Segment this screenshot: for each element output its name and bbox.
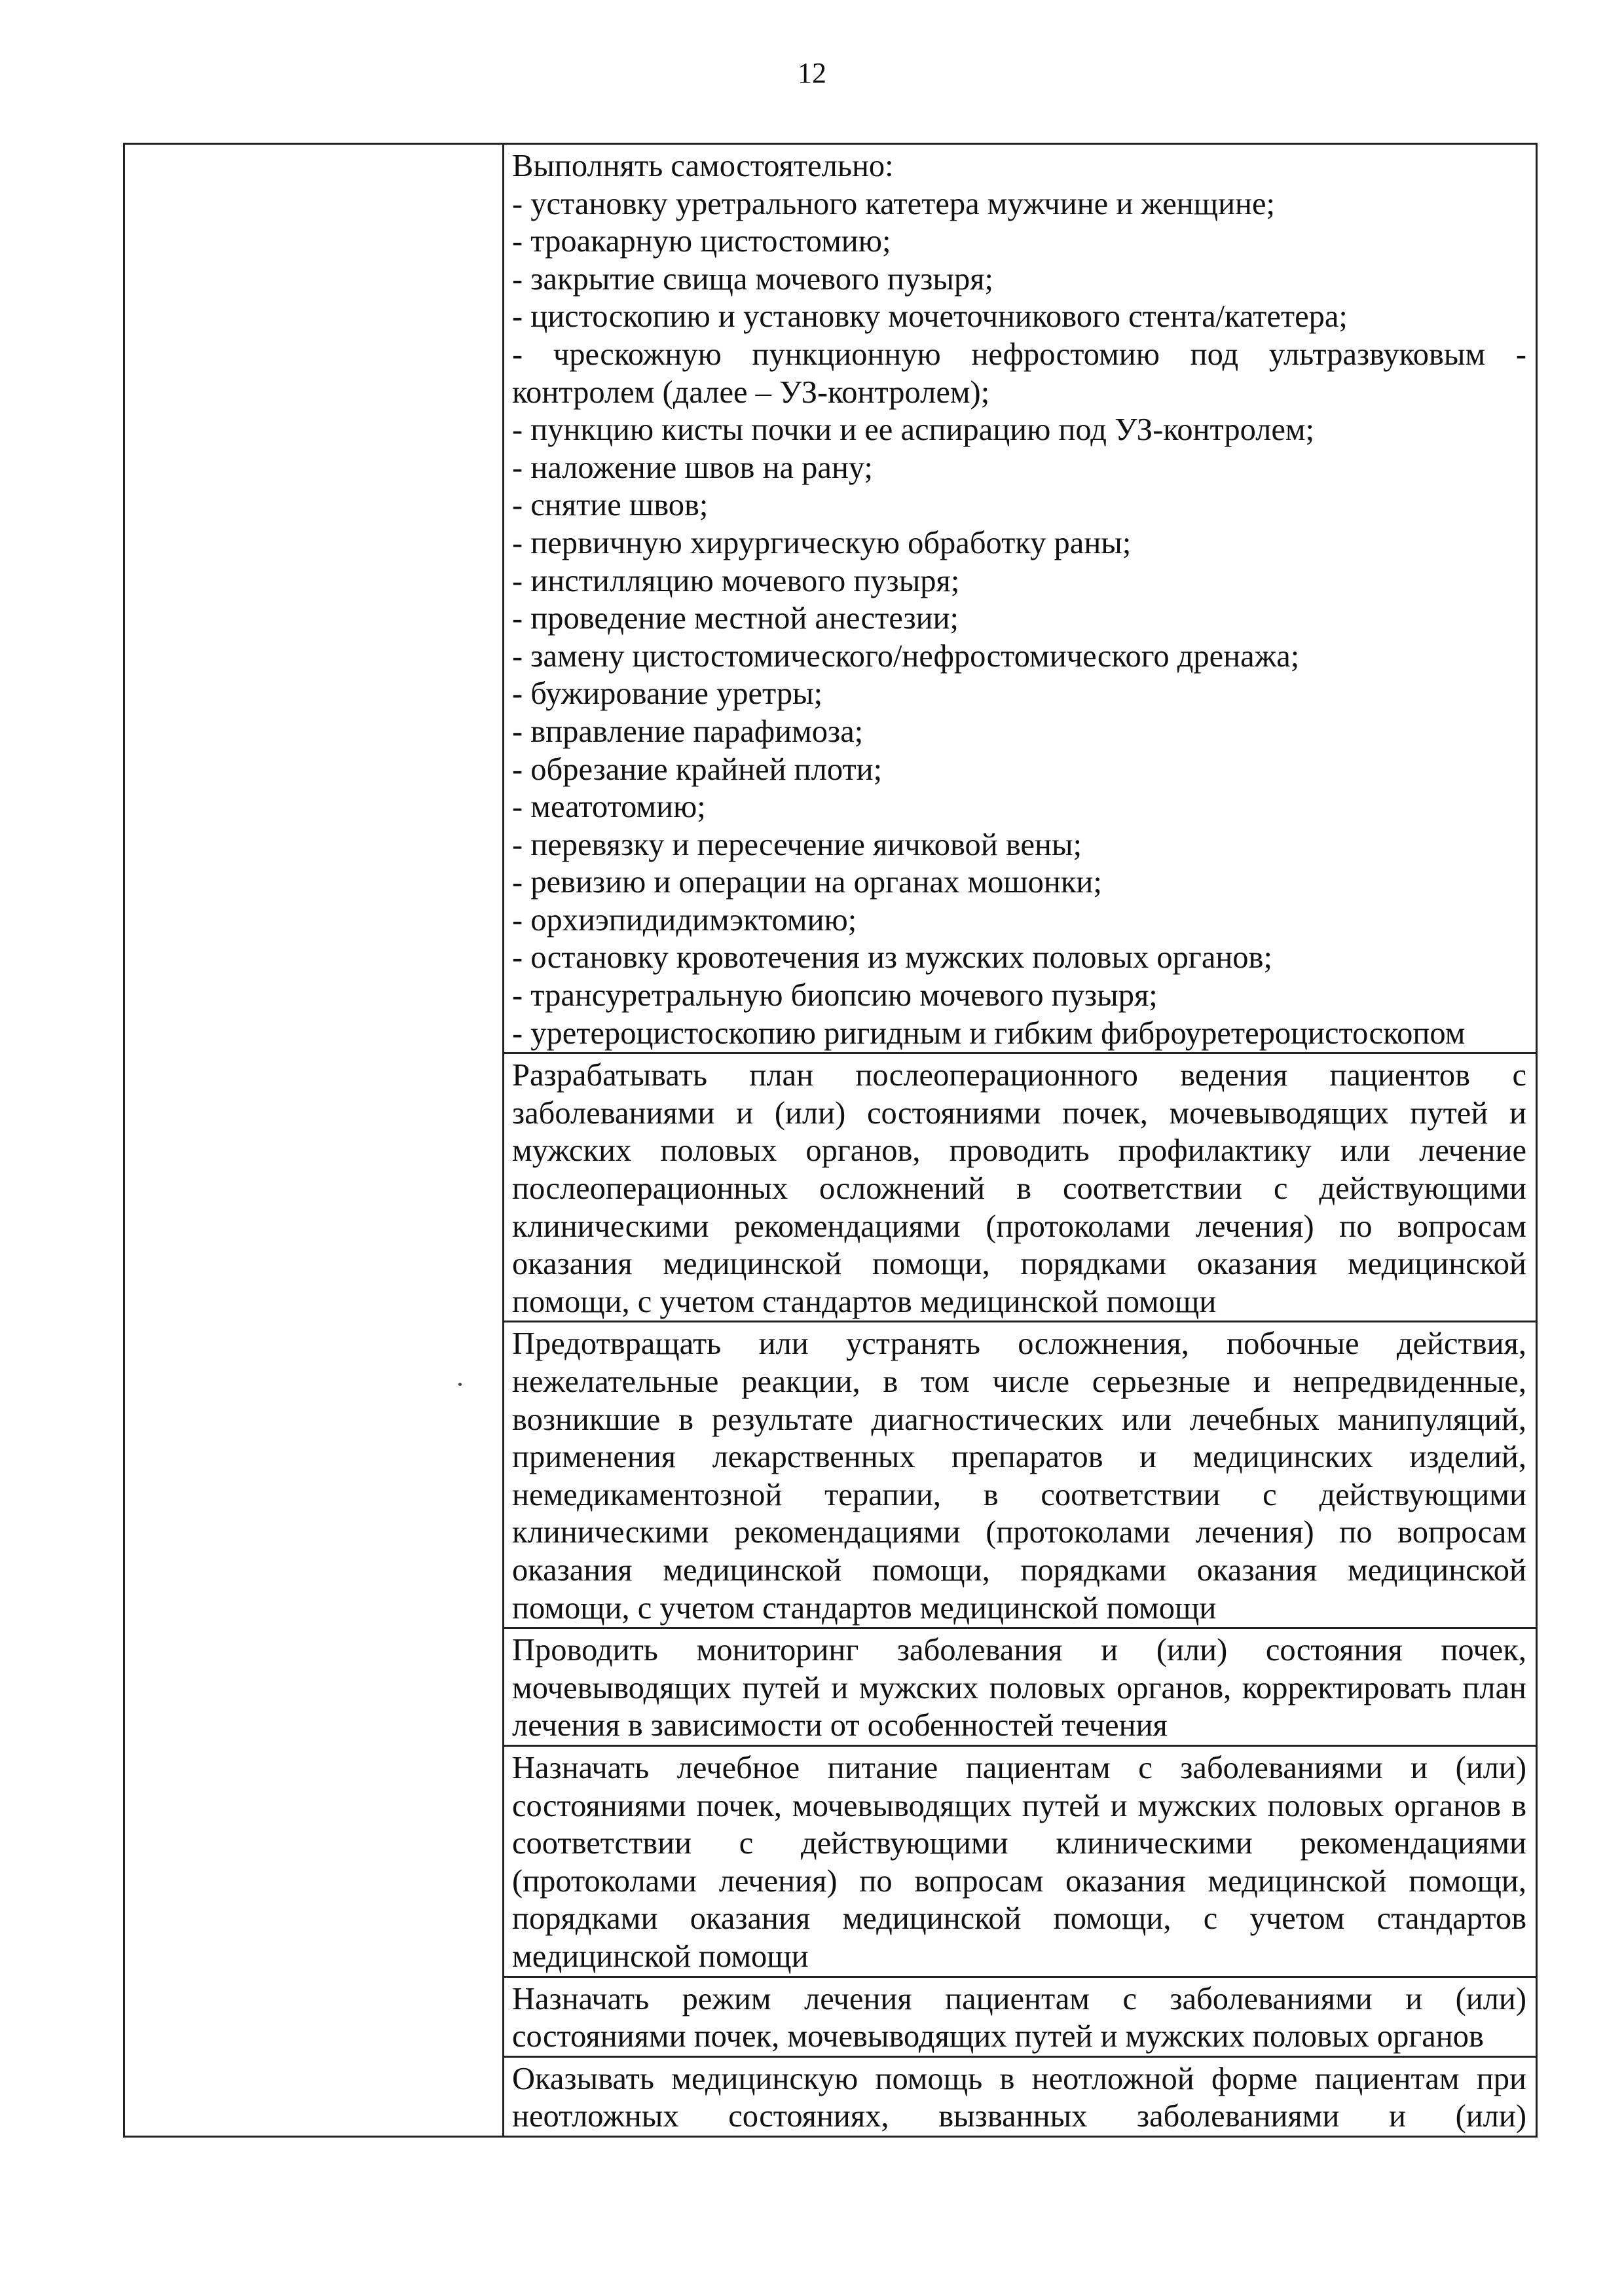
postoperative-plan-text: Разрабатывать план послеоперационного ведения пациентов с заболеваниями и (или) состояниями почек, мочевыводящих путей и мужских половых органов, проводить профилактику или лечение послеоперационных осложнений в соответствии с действующими клиническими рекомендациями (протоколами лечения) по вопросам оказания медицинской помощи, порядками оказания медицинской помощи, с учетом стандартов медицинской помощи — [512, 1058, 1526, 1319]
right-column-cell — [504, 2056, 1537, 2136]
list-item: - меатотомию; — [512, 790, 706, 825]
list-item: - орхиэпидидимэктомию; — [512, 902, 857, 938]
right-column-cell — [504, 144, 1537, 1053]
list-item: - наложение швов на рану; — [512, 450, 874, 485]
scan-speck — [458, 1383, 462, 1386]
list-item: - чрескожную пункционную нефростомию под ультразвуковым - — [512, 337, 1526, 372]
requirements-table — [123, 143, 1538, 2138]
left-column-cell — [124, 144, 504, 2137]
list-item: - снятие швов; — [512, 488, 709, 523]
right-column-cell — [504, 1745, 1537, 1977]
list-item: - троакарную цистостомию; — [512, 224, 891, 259]
list-item: - ревизию и операции на органах мошонки; — [512, 865, 1102, 900]
nutrition-text: Назначать лечебное питание пациентам с заболеваниями и (или) состояниями почек, мочевыводящих путей и мужских половых органов в соответствии с действующими клиническими рекомендациями (протоколами лечения) по вопросам оказания медицинской помощи, порядками оказания медицинской помощи, с учетом стандартов медицинской помощи — [512, 1750, 1526, 1974]
list-item: - вправление парафимоза; — [512, 714, 864, 749]
monitoring-text: Проводить мониторинг заболевания и (или) состояния почек, мочевыводящих путей и мужских половых органов, корректировать план лечения в зависимости от особенностей течения — [512, 1633, 1526, 1743]
list-item: - проведение местной анестезии; — [512, 601, 959, 636]
list-item: - инстилляцию мочевого пузыря; — [512, 563, 960, 598]
table-row — [124, 144, 1537, 1053]
complications-text: Предотвращать или устранять осложнения, побочные действия, нежелательные реакции, в том числе серьезные и непредвиденные, возникшие в результате диагностических или лечебных манипуляций, применения лекарственных препаратов и медицинских изделий, немедикаментозной терапии, в соответствии с действующими клиническими рекомендациями (протоколами лечения) по вопросам оказания медицинской помощи, порядками оказания медицинской помощи, с учетом стандартов медицинской помощи — [512, 1326, 1526, 1626]
list-item: - обрезание крайней плоти; — [512, 752, 883, 787]
list-item: - трансуретральную биопсию мочевого пузыря; — [512, 978, 1158, 1013]
list-item: - пункцию кисты почки и ее аспирацию под УЗ-контролем; — [512, 412, 1315, 448]
list-item: - установку уретрального катетера мужчине и женщине; — [512, 186, 1276, 221]
right-column-cell — [504, 1053, 1537, 1322]
right-column-cell — [504, 1322, 1537, 1628]
list-item: - остановку кровотечения из мужских половых органов; — [512, 940, 1272, 975]
list-item: - первичную хирургическую обработку раны; — [512, 525, 1132, 560]
emergency-care-text: Оказывать медицинскую помощь в неотложной форме пациентам при неотложных состояниях, вызванных заболеваниями и (или) — [512, 2061, 1526, 2134]
list-item: - замену цистостомического/нефростомического дренажа; — [512, 638, 1300, 674]
page-number: 12 — [798, 57, 826, 89]
treatment-regime-text: Назначать режим лечения пациентам с заболеваниями и (или) состояниями почек, мочевыводящих путей и мужских половых органов — [512, 1981, 1526, 2054]
skills-list — [504, 145, 1536, 1052]
list-item: - закрытие свища мочевого пузыря; — [512, 261, 994, 297]
list-item: - бужирование уретры; — [512, 676, 823, 712]
list-item: - уретероцистоскопию ригидным и гибким фиброуретероцистоскопом — [512, 1015, 1466, 1051]
list-item: - перевязку и пересечение яичковой вены; — [512, 827, 1082, 862]
list-item: - цистоскопию и установку мочеточникового стента/катетера; — [512, 299, 1348, 335]
right-column-cell — [504, 1628, 1537, 1746]
list-item-continuation: контролем (далее – УЗ-контролем); — [512, 374, 990, 410]
list-intro: Выполнять самостоятельно: — [512, 149, 894, 183]
right-column-cell — [504, 1977, 1537, 2056]
